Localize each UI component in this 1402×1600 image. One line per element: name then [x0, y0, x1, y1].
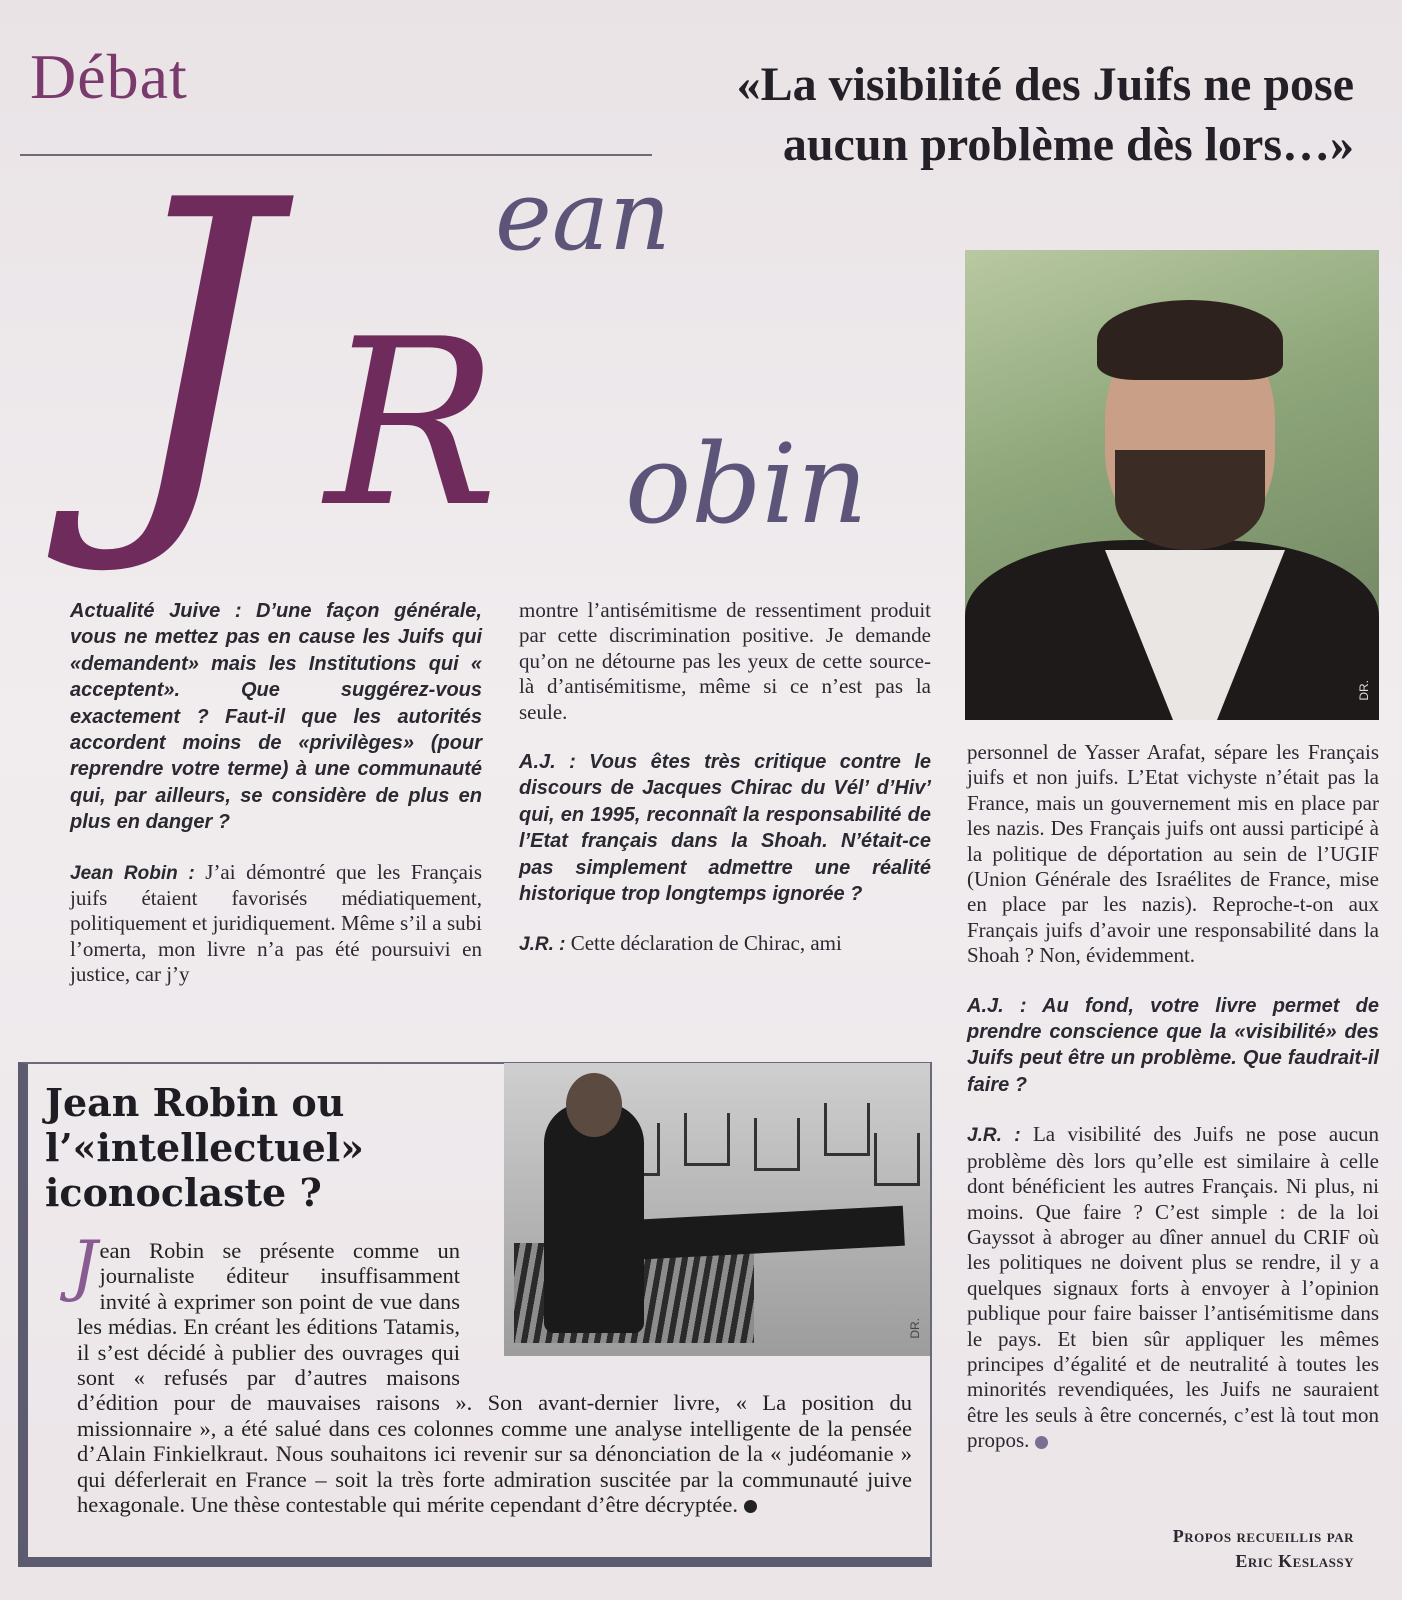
box-body: ean Robin se présente comme un journaliste éditeur insuffisamment invité à exprimer son point de vue dans les médias. En créant les éditions Tatamis, il s’est décidé à publier des ouvrages qui sont « refusés par d’autres maisons d’édition pour de mauvaises raisons ». Son avant-dernier livre, « La position du missionnaire », a été salué dans ces colonnes comme une analyse intelligente de la pensée d’Alain Finkielkraut. Nous souhaitons ici revenir sur sa dénonciation de la « judéomanie » qui déferlerait en France – soit la très forte admiration suscitée par la communauté juive hexagonale. Une thèse contestable qui mérite cependant d’être décryptée.	[77, 1238, 912, 1518]
question-1: D’une façon générale, vous ne mettez pas en cause les Juifs qui «demandent» mais les Institutions qui « acceptent». Que suggérez-vous exactement ? Faut-il que les autorités accordent moins de «privilèges» (pour reprendre votre terme) à une communauté qui, par ailleurs, se considère de plus en plus en danger ?	[70, 600, 482, 834]
end-mark-dot	[744, 1500, 757, 1513]
answer-3: La visibilité des Juifs ne pose aucun problème dès lors qu’elle est similaire à celle dont bénéficient les autres Français. Ni plus, ni moins. Que faire ? C’est simple : de la loi Gayssot à abroger au dîner annuel du CRIF où les politiques ne doivent plus se rendre, il y a quelques signaux forts à envoyer à l’opinion publique pour faire baisser l’antisémitisme dans le pays. Et bien sûr appliquer les mêmes principes d’égalité et de neutralité à toutes les minorités revendiquées, les Juifs ne sauraient être les seuls à être concernés, c’est là tout mon propos.	[967, 1122, 1380, 1453]
name-title	[55, 117, 925, 582]
column-1	[70, 598, 482, 1012]
column-3	[967, 740, 1379, 1478]
photo-credit: DR.	[908, 1318, 922, 1339]
name-initial-j: J	[115, 117, 276, 582]
photo-hair	[1097, 300, 1283, 380]
signature-author: Eric Keslassy	[1235, 1551, 1354, 1571]
drop-cap: J	[71, 1227, 98, 1304]
answer-2-continued: personnel de Yasser Arafat, sépare les Français juifs et non juifs. L’Etat vichyste n’était pas la France, mais un gouvernement mis en place par les nazis. Des Français juifs ont aussi participé à la politique de déportation au sein de l’UGIF (Union Générale des Israélites de France, mise en place par les nazis). Reproche-t-on aux Français juifs d’avoir une responsabilité dans la Shoah ? Non, évidemment.	[967, 740, 1379, 968]
answer-2: Cette déclaration de Chirac, ami	[570, 931, 842, 956]
answer-1: J’ai démontré que les Français juifs étaient favorisés médiatiquement, politiquement et juridiquement. Même s’il a subi l’omerta, mon livre n’a pas été poursuivi en justice, car j’y	[70, 859, 483, 987]
text-wrap-spacer	[460, 1238, 912, 1368]
box-title: Jean Robin ou l’«intellectuel» iconoclaste ?	[45, 1080, 364, 1215]
question-2: A.J. : Vous êtes très critique contre le discours de Jacques Chirac du Vél’ d’Hiv’ qui, en 1995, reconnaît la responsabilité de l’Etat français dans la Shoah. N’était-ce pas simplement admettre une réalité historique trop longtemps ignorée ?	[519, 751, 931, 906]
name-initial-r: R	[325, 291, 499, 558]
photo-chair	[754, 1118, 800, 1171]
answer-3-speaker: J.R. :	[967, 1125, 1021, 1147]
photo-head	[566, 1073, 622, 1137]
question-1-lead: Actualité Juive :	[70, 600, 242, 622]
answer-1-continued: montre l’antisémitisme de ressentiment produit par cette discrimination positive. Je demande qu’on ne détourne pas les yeux de cette source-là d’antisémitisme, même si ce n’est pas la seule.	[519, 598, 931, 724]
column-2	[519, 598, 931, 982]
name-part-obin: obin	[625, 420, 868, 548]
box-text	[71, 1227, 912, 1518]
name-part-ean: ean	[495, 160, 671, 272]
photo-beard	[1115, 450, 1265, 550]
answer-1-speaker: Jean Robin :	[70, 862, 195, 884]
answer-2-speaker: J.R. :	[519, 934, 566, 956]
section-label: Débat	[30, 41, 188, 112]
signature	[1173, 1524, 1354, 1574]
question-3: A.J. : Au fond, votre livre permet de prendre conscience que la «visibilité» des Juifs peut être un problème. Que faudrait-il faire ?	[967, 994, 1379, 1096]
photo-chair	[684, 1113, 730, 1166]
end-mark-dot	[1035, 1436, 1048, 1449]
photo-chair	[824, 1103, 870, 1156]
signature-line-1: Propos recueillis par	[1172, 1526, 1354, 1546]
photo-credit: DR.	[1357, 680, 1371, 701]
photo-chair	[874, 1133, 920, 1186]
headline: «La visibilité des Juifs ne pose aucun problème dès lors…»	[736, 58, 1354, 171]
portrait-photo	[965, 250, 1379, 720]
